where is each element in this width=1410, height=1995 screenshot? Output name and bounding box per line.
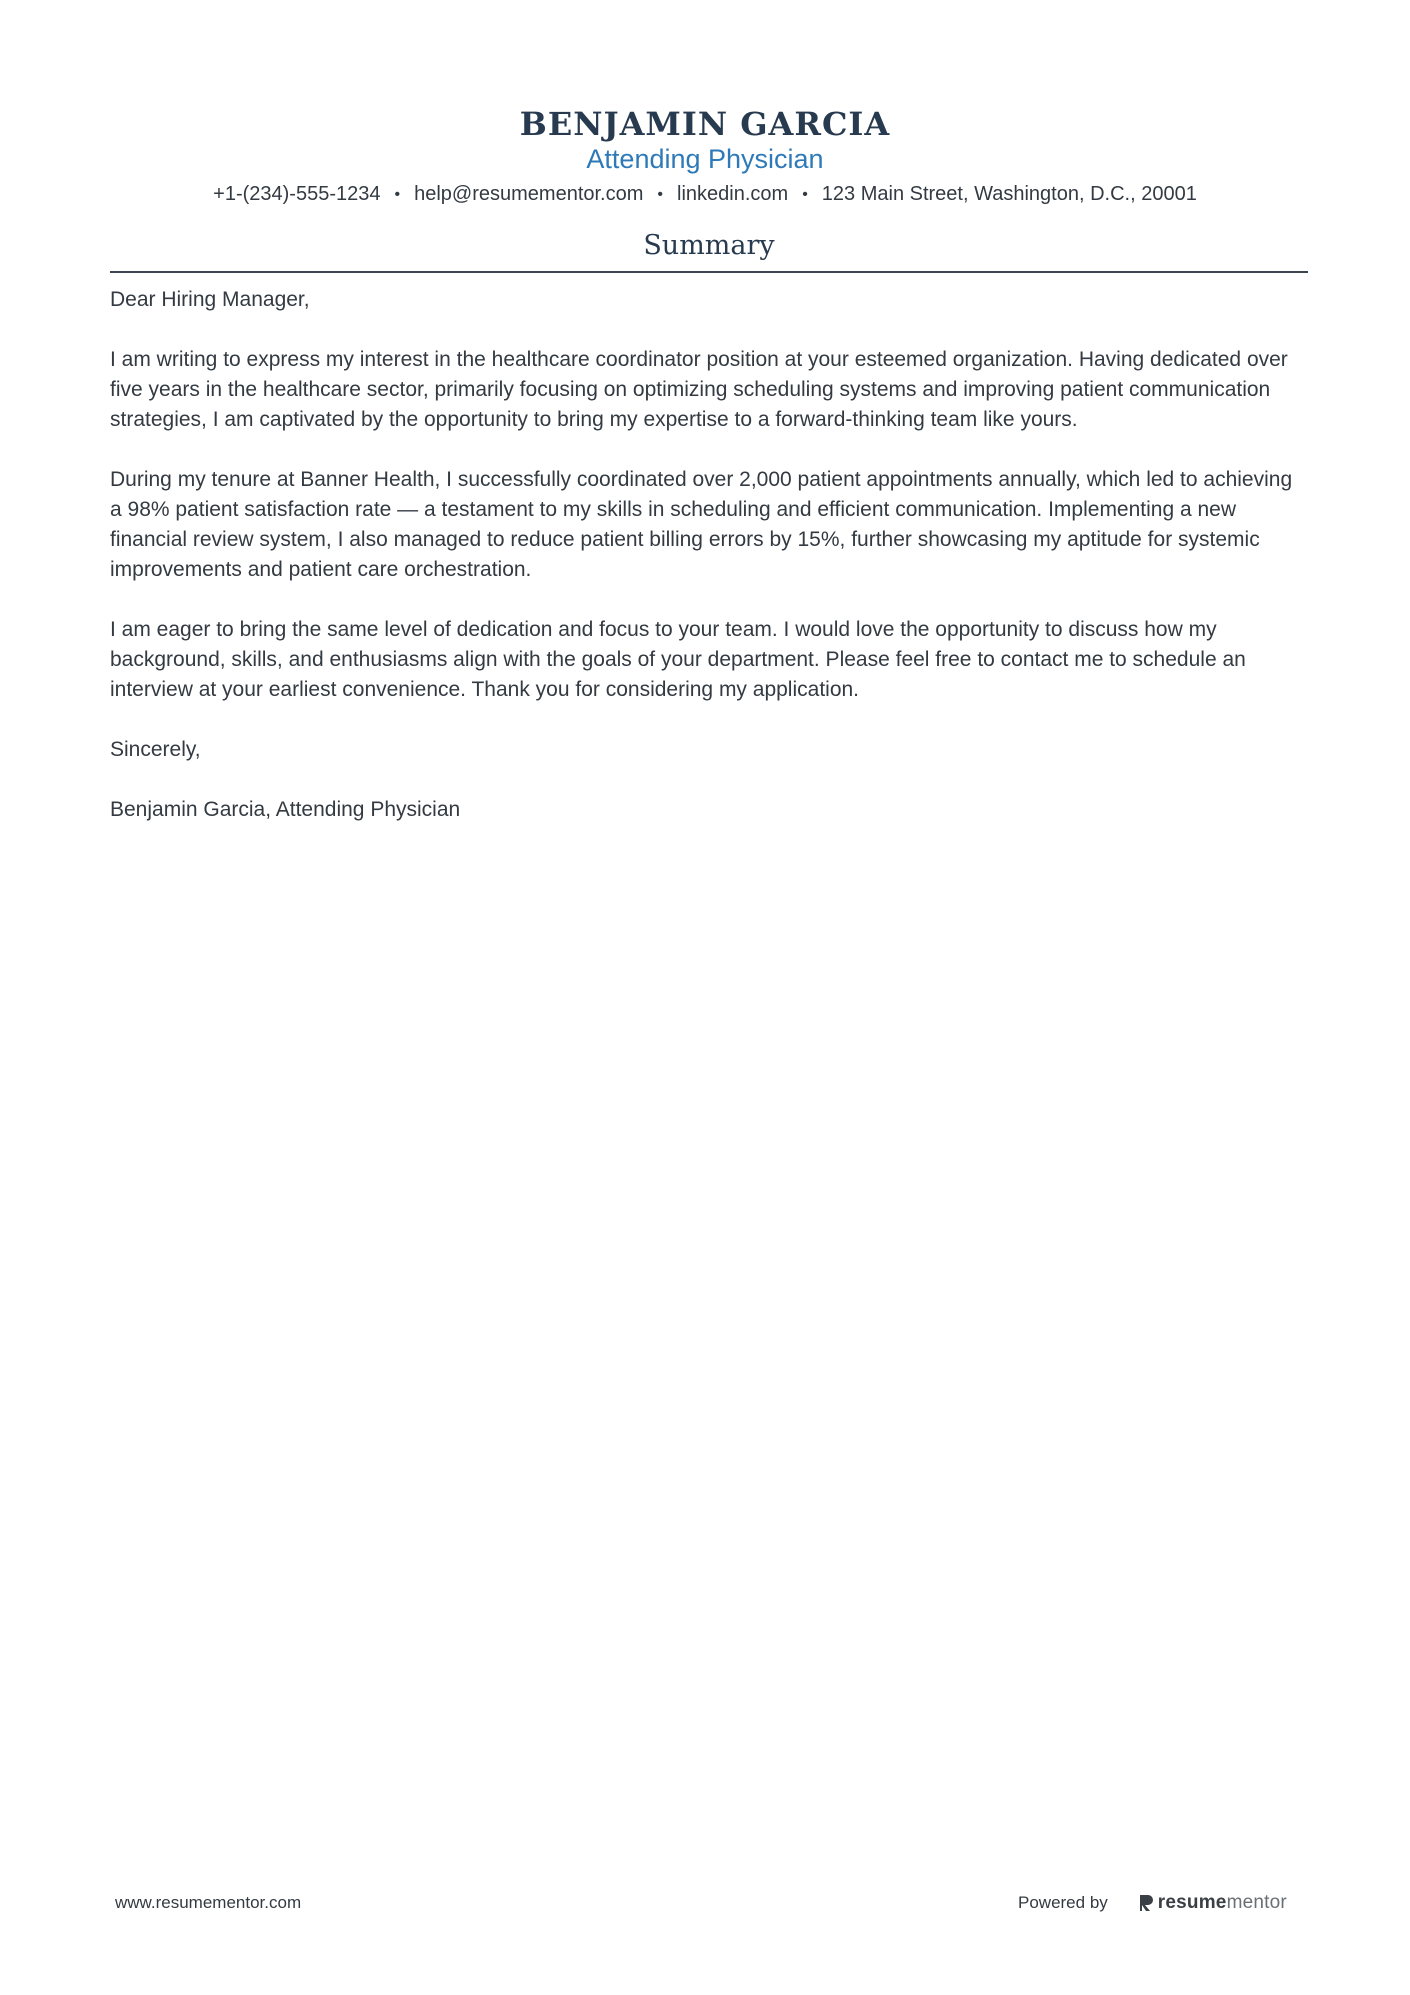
candidate-name: BENJAMIN GARCIA [519,105,891,143]
contact-linkedin[interactable]: linkedin.com [677,183,789,205]
candidate-title: Attending Physician [586,144,824,174]
letter-paragraph: I am eager to bring the same level of dedication and focus to your team. I would love the opportunity to discuss how my background, skills, and enthusiasms align with the goals of your department. Please feel free to contact me to schedule an interview at your earliest convenience. Thank you for considering my application. [110,618,1246,701]
letter-paragraph: I am writing to express my interest in the healthcare coordinator position at your esteemed organization. Having dedicated over five years in the healthcare sector, primarily focusing on optimizing scheduling systems and improving patient communication strategies, I am captivated by the opportunity to bring my expertise to a forward-thinking team like yours. [110,348,1288,431]
footer-website[interactable]: www.resumementor.com [115,1893,302,1912]
letter-paragraph: During my tenure at Banner Health, I successfully coordinated over 2,000 patient appointments annually, which led to achieving a 98% patient satisfaction rate — a testament to my skills in scheduling and efficient communication. Implementing a new financial review system, I also managed to reduce patient billing errors by 15%, further showcasing my aptitude for systemic improvements and patient care orchestration. [110,468,1293,581]
brand-name-bold: resume [1157,1892,1227,1913]
brand-name-light: mentor [1226,1892,1287,1913]
powered-by-label: Powered by [1018,1893,1108,1912]
contact-separator: • [657,186,664,203]
letter-signature: Benjamin Garcia, Attending Physician [110,798,461,821]
contact-phone: +1-(234)-555-1234 [213,183,381,205]
section-title: Summary [643,230,775,261]
contact-email[interactable]: help@resumementor.com [414,183,644,205]
section-divider [110,271,1308,273]
contact-address: 123 Main Street, Washington, D.C., 20001 [821,183,1197,205]
letter-header [0,104,1410,209]
letter-closing: Sincerely, [110,738,201,761]
letter-body [110,285,1308,855]
footer-branding [1018,1890,1287,1916]
resumementor-logo-icon [1138,1893,1154,1913]
resumementor-logo[interactable] [1138,1892,1287,1914]
letter-greeting: Dear Hiring Manager, [110,288,310,311]
contact-separator: • [802,186,808,203]
contact-separator: • [394,186,401,203]
contact-line [0,181,1410,209]
